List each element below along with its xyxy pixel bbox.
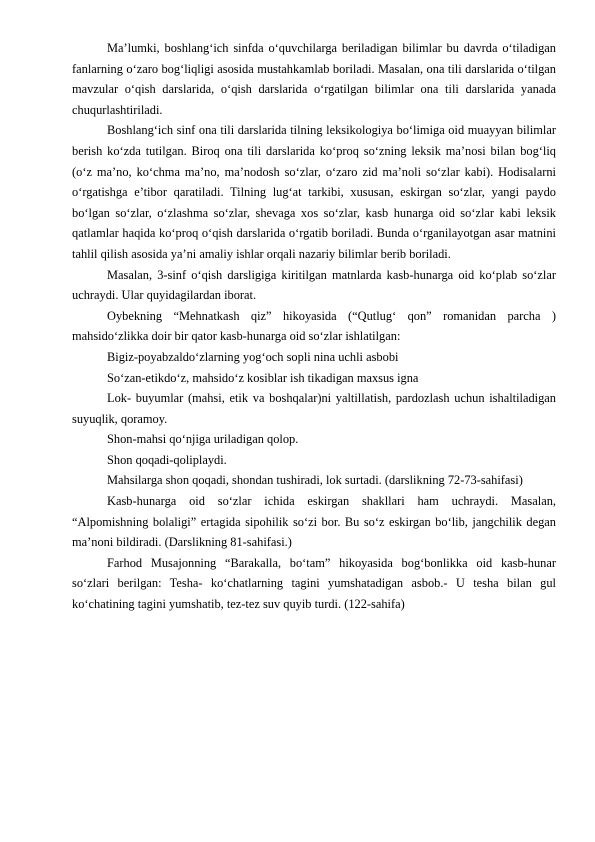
document-page [72, 38, 556, 615]
paragraph-mahsilarga: Mahsilarga shon qoqadi, shondan tushiradi, lok surtadi. (darslikning 72-73-sahifasi) [107, 473, 523, 488]
paragraph-oybek: Oybekning “Mehnatkash qiz” hikoyasida (“Qutlug‘ qon” romanidan parcha ) mahsido‘zlikka doir bir qator kasb-hunarga oid so‘zlar ishlatilgan: [72, 308, 556, 344]
definition-lok: Lok- buyumlar (mahsi, etik va boshqalar)ni yaltillatish, pardozlash uchun ishaltiladigan suyuqlik, qoramoy. [72, 391, 556, 426]
paragraph-farhod: Farhod Musajonning “Barakalla, bo‘tam” hikoyasida bog‘bonlikka oid kasb-hunar so‘zlari berilgan: Tesha- ko‘chatlarning tagini yumshatadigan asbob.- U tesha bilan gul ko‘chatining tagini yumshatib, tez-tez suv quyib turdi. (122-sahifa) [72, 555, 556, 612]
definition-shon-qoqadi: Shon qoqadi-qoliplaydi. [107, 452, 227, 467]
paragraph-example-intro: Masalan, 3-sinf o‘qish darsligiga kiritilgan matnlarda kasb-hunarga oid ko‘plab so‘zlar uchraydi. Ular quyidagilardan iborat. [72, 267, 556, 303]
definition-sozan: So‘zan-etikdo‘z, mahsido‘z kosiblar ish tikadigan maxsus igna [107, 370, 419, 385]
paragraph-intro: Ma’lumki, boshlang‘ich sinfda o‘quvchilarga beriladigan bilimlar bu davrda o‘tiladigan fanlarning o‘zaro bog‘liqligi asosida mustahkamlab boriladi. Masalan, ona tili darslarida o‘tilgan mavzular o‘qish darslarida, o‘qish darslarida o‘rgatilgan bilimlar ona tili darslarida yanada chuqurlashtiriladi. [72, 41, 556, 117]
definition-shon: Shon-mahsi qo‘njiga uriladigan qolop. [107, 432, 299, 447]
paragraph-alpomish: Kasb-hunarga oid so‘zlar ichida eskirgan shakllari ham uchraydi. Masalan, “Alpomishning bolaligi” ertagida sipohilik so‘zi bor. Bu so‘z eskirgan bo‘lib, jangchilik degan ma’noni bildiradi. (Darslikning 81-sahifasi.) [72, 494, 556, 550]
paragraph-leksikologiya: Boshlang‘ich sinf ona tili darslarida tilning leksikologiya bo‘limiga oid muayyan bilimlar berish ko‘zda tutilgan. Biroq ona tili darslarida ko‘proq so‘zning leksik ma’nosi bilan bog‘liq (o‘z ma’no, ko‘chma ma’no, ma’nodosh so‘zlar, o‘zaro zid ma’noli so‘zlar kabi). Hodisalarni o‘rgatishga e’tibor qaratiladi. Tilning lug‘at tarkibi, xususan, eskirgan so‘zlar, yangi paydo bo‘lgan so‘zlar, o‘zlashma so‘zlar, shevaga xos so‘zlar, kasb hunarga oid so‘zlar kabi leksik qatlamlar haqida ko‘proq o‘qish darslarida o‘rgatib boriladi. Bunda o‘rganilayotgan asar matnini tahlil qilish asosida ya’ni amaliy ishlar orqali nazariy bilimlar berib boriladi. [72, 123, 556, 261]
definition-bigiz: Bigiz-poyabzaldo‘zlarning yog‘och sopli nina uchli asbobi [107, 349, 399, 364]
